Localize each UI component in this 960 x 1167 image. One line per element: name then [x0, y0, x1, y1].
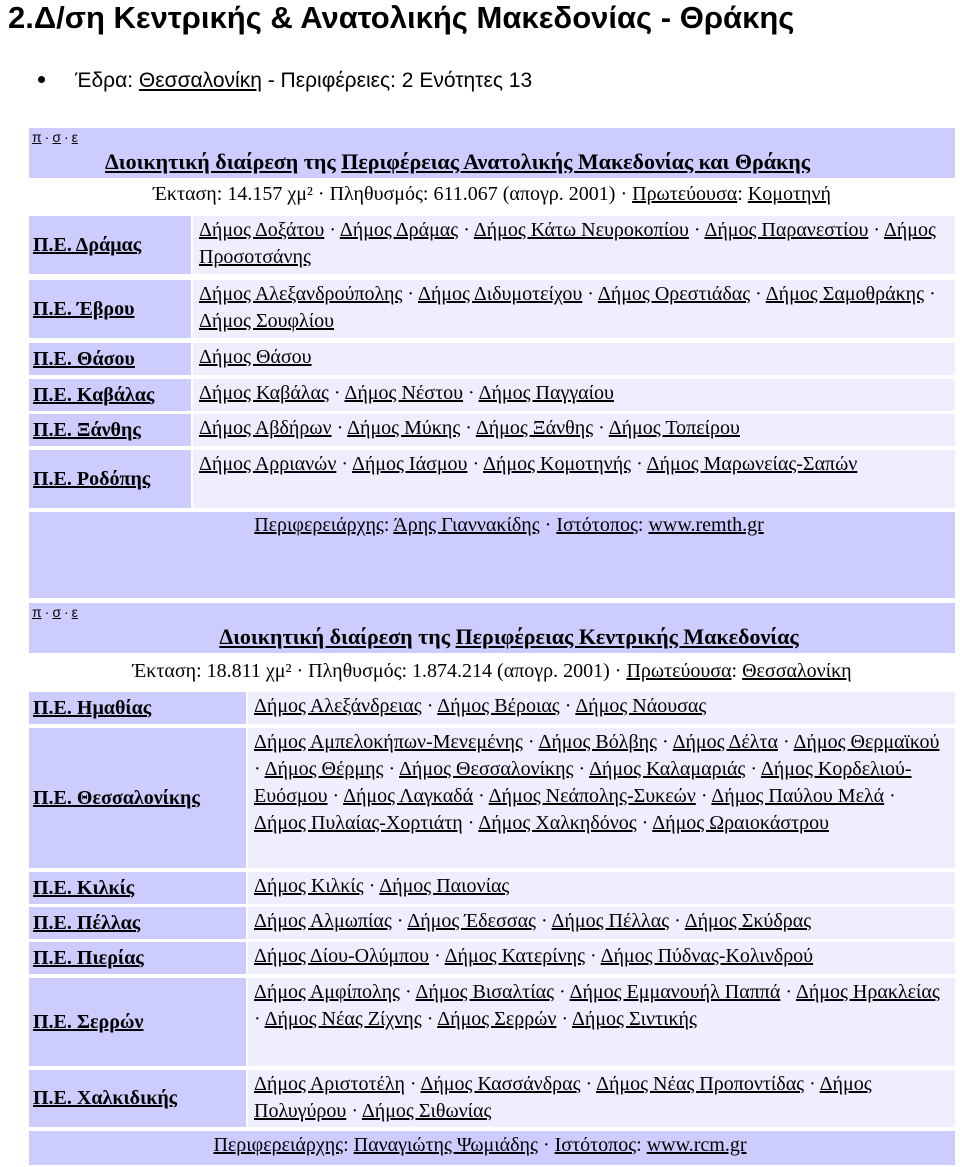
municipality-link[interactable]: Δήμος Τοπείρου — [608, 417, 740, 439]
east-nav: π · σ · ε — [32, 129, 78, 145]
municipality-link[interactable]: Δήμος Θάσου — [199, 346, 312, 368]
municipality-link[interactable]: Δήμος Αμφίπολης — [254, 981, 400, 1003]
municipality-link[interactable]: Δήμος Κάτω Νευροκοπίου — [473, 219, 689, 241]
nav-edit-link[interactable]: ε — [71, 604, 78, 620]
municipality-link[interactable]: Δήμος Παγγαίου — [478, 382, 614, 404]
east-footer: Περιφερειάρχης: Άρης Γιαννακίδης · Ιστότοπος: www.remth.gr — [254, 514, 764, 536]
nav-view-link[interactable]: π — [32, 129, 42, 145]
page-title: 2.Δ/ση Κεντρικής & Ανατολικής Μακεδονίας - Θράκης — [8, 0, 795, 35]
municipality-link[interactable]: Δήμος Μύκης — [347, 417, 461, 439]
municipality-link[interactable]: Δήμος Χαλκηδόνος — [478, 812, 637, 834]
unit-link[interactable]: Π.Ε. Έβρου — [33, 297, 135, 320]
unit-label — [29, 692, 246, 724]
municipality-link[interactable]: Δήμος Αρριανών — [199, 453, 337, 475]
unit-link[interactable]: Π.Ε. Πιερίας — [33, 946, 144, 969]
municipality-link[interactable]: Δήμος Κιλκίς — [254, 875, 364, 897]
municipality-link[interactable]: Δήμος Παιονίας — [379, 875, 510, 897]
unit-link[interactable]: Π.Ε. Κιλκίς — [33, 876, 135, 899]
municipality-link[interactable]: Δήμος Λαγκαδά — [343, 785, 474, 807]
municipality-link[interactable]: Δήμος Αλεξανδρούπολης — [199, 283, 403, 305]
municipality-link[interactable]: Δήμος Αμπελοκήπων-Μενεμένης — [254, 731, 523, 753]
municipality-link[interactable]: Δήμος Ωραιοκάστρου — [652, 812, 829, 834]
nav-view-link[interactable]: π — [32, 604, 42, 620]
municipality-list: Δήμος Αλεξάνδρειας · Δήμος Βέροιας · Δήμος Νάουσας — [248, 692, 955, 724]
unit-link[interactable]: Π.Ε. Πέλλας — [33, 911, 141, 934]
municipality-link[interactable]: Δήμος Δέλτα — [672, 731, 778, 753]
central-footer: Περιφερειάρχης: Παναγιώτης Ψωμιάδης · Ιστότοπος: www.rcm.gr — [213, 1134, 747, 1156]
unit-link[interactable]: Π.Ε. Σερρών — [33, 1010, 144, 1033]
municipality-link[interactable]: Δήμος Αλμωπίας — [254, 910, 392, 932]
municipality-link[interactable]: Δήμος Σιντικής — [572, 1008, 697, 1030]
central-meta: Έκταση: 18.811 χμ² · Πληθυσμός: 1.874.214 (απογρ. 2001) · Πρωτεύουσα: Θεσσαλονίκη — [132, 660, 852, 682]
municipality-list: Δήμος Αλεξανδρούπολης · Δήμος Διδυμοτείχου · Δήμος Ορεστιάδας · Δήμος Σαμοθράκης · Δήμος Σουφλίου — [193, 280, 955, 338]
east-meta: Έκταση: 14.157 χμ² · Πληθυσμός: 611.067 (απογρ. 2001) · Πρωτεύουσα: Κομοτηνή — [153, 183, 831, 205]
central-capital-label-link[interactable]: Πρωτεύουσα — [626, 660, 732, 682]
municipality-link[interactable]: Δήμος Νάουσας — [575, 695, 707, 717]
municipality-list: Δήμος Αμπελοκήπων-Μενεμένης · Δήμος Βόλβης · Δήμος Δέλτα · Δήμος Θερμαϊκού · Δήμος Θέρμης · Δήμος Θεσσαλονίκης · Δήμος Καλαμαριάς · Δήμος Κορδελιού-Ευόσμου · Δήμος Λαγκαδά · Δήμος Νεάπολης-Συκεών · Δήμος Παύλου Μελά · Δήμος Πυλαίας-Χορτιάτη · Δήμος Χαλκηδόνος · Δήμος Ωραιοκάστρου — [248, 728, 955, 868]
central-heading: Διοικητική διαίρεση της Περιφέρειας Κεντρικής Μακεδονίας — [219, 624, 799, 649]
municipality-link[interactable]: Δήμος Προσοτσάνης — [199, 219, 936, 268]
municipality-list: Δήμος Αλμωπίας · Δήμος Έδεσσας · Δήμος Πέλλας · Δήμος Σκύδρας — [248, 907, 955, 939]
central-website-label-link[interactable]: Ιστότοπος — [554, 1134, 637, 1156]
east-website-label-link[interactable]: Ιστότοπος — [556, 514, 638, 536]
municipality-list — [193, 343, 955, 375]
municipality-link[interactable]: Δήμος Βέροιας — [437, 695, 560, 717]
east-admin-division-link[interactable]: Διοικητική διαίρεση — [104, 149, 299, 174]
central-admin-division-link[interactable]: Διοικητική διαίρεση — [219, 624, 413, 649]
east-capital-link[interactable]: Κομοτηνή — [747, 183, 831, 205]
unit-label — [29, 907, 246, 939]
municipality-link[interactable]: Δήμος Θέρμης — [264, 758, 384, 780]
east-capital-label-link[interactable]: Πρωτεύουσα — [632, 183, 738, 205]
municipality-list: Δήμος Δοξάτου · Δήμος Δράμας · Δήμος Κάτω Νευροκοπίου · Δήμος Παρανεστίου · Δήμος Προσοτσάνης — [193, 216, 955, 274]
municipality-list: Δήμος Αβδήρων · Δήμος Μύκης · Δήμος Ξάνθης · Δήμος Τοπείρου — [193, 414, 955, 446]
central-governor-label-link[interactable]: Περιφερειάρχης — [213, 1134, 344, 1156]
nav-talk-link[interactable]: σ — [52, 604, 61, 620]
municipality-link[interactable]: Δήμος Αβδήρων — [199, 417, 332, 439]
municipality-list: Δήμος Καβάλας · Δήμος Νέστου · Δήμος Παγγαίου — [193, 379, 955, 411]
unit-link[interactable]: Π.Ε. Δράμας — [33, 233, 142, 256]
municipality-list: Δήμος Δίου-Ολύμπου · Δήμος Κατερίνης · Δήμος Πύδνας-Κολινδρού — [248, 942, 955, 974]
nav-talk-link[interactable]: σ — [52, 129, 61, 145]
municipality-link[interactable]: Δήμος Σαμοθράκης — [765, 283, 925, 305]
municipality-link[interactable]: Δήμος Παύλου Μελά — [711, 785, 885, 807]
unit-label — [29, 978, 246, 1066]
municipality-list: Δήμος Κιλκίς · Δήμος Παιονίας — [248, 872, 955, 904]
municipality-link[interactable]: Δήμος Πολυγύρου — [254, 1073, 872, 1122]
municipality-link[interactable]: Δήμος Νέας Ζίχνης — [264, 1008, 422, 1030]
unit-label — [29, 872, 246, 904]
municipality-link[interactable]: Δήμος Ορεστιάδας — [597, 283, 751, 305]
municipality-link[interactable]: Δήμος Κασσάνδρας — [420, 1073, 581, 1095]
municipality-link[interactable]: Δήμος Πυλαίας-Χορτιάτη — [254, 812, 463, 834]
municipality-link[interactable]: Δήμος Εμμανουήλ Παππά — [569, 981, 781, 1003]
unit-label — [29, 414, 191, 446]
municipality-link[interactable]: Δήμος Θερμαϊκού — [793, 731, 940, 753]
east-governor-link[interactable]: Άρης Γιαννακίδης — [393, 514, 540, 536]
municipality-link[interactable]: Δήμος Σκύδρας — [684, 910, 812, 932]
municipality-link[interactable]: Δήμος Σιθωνίας — [361, 1100, 492, 1122]
unit-label — [29, 216, 191, 274]
unit-label — [29, 1070, 246, 1127]
unit-link[interactable]: Π.Ε. Καβάλας — [33, 383, 155, 406]
municipality-link[interactable]: Δήμος Σουφλίου — [199, 310, 335, 332]
municipality-link[interactable]: Δήμος Πέλλας — [551, 910, 670, 932]
municipality-link[interactable]: Δήμος Αριστοτέλη — [254, 1073, 405, 1095]
municipality-link[interactable]: Δήμος Θεσσαλονίκης — [399, 758, 574, 780]
unit-label — [29, 379, 191, 411]
municipality-link[interactable]: Δήμος Καβάλας — [199, 382, 329, 404]
municipality-link[interactable]: Δήμος Νεάπολης-Συκεών — [488, 785, 696, 807]
municipality-link[interactable]: Δήμος Διδυμοτείχου — [417, 283, 583, 305]
municipality-link[interactable]: Δήμος Καλαμαριάς — [589, 758, 746, 780]
central-website-link[interactable]: www.rcm.gr — [646, 1134, 747, 1156]
east-heading: Διοικητική διαίρεση της Περιφέρειας Ανατολικής Μακεδονίας και Θράκης — [104, 149, 811, 174]
municipality-link[interactable]: Δήμος Αλεξάνδρειας — [254, 695, 422, 717]
nav-edit-link[interactable]: ε — [71, 129, 78, 145]
municipality-link[interactable]: Δήμος Νέστου — [344, 382, 464, 404]
municipality-link[interactable]: Δήμος Δοξάτου — [199, 219, 325, 241]
central-region-link[interactable]: Περιφέρειας Κεντρικής Μακεδονίας — [455, 624, 799, 649]
unit-label — [29, 450, 191, 508]
municipality-link[interactable]: Δήμος Πύδνας-Κολινδρού — [600, 945, 814, 967]
municipality-list: Δήμος Αρριανών · Δήμος Ιάσμου · Δήμος Κομοτηνής · Δήμος Μαρωνείας-Σαπών — [193, 450, 955, 508]
unit-label — [29, 942, 246, 974]
municipality-link[interactable]: Δήμος Έδεσσας — [407, 910, 536, 932]
municipality-link[interactable]: Δήμος Ηρακλείας — [795, 981, 940, 1003]
seat-info: Έδρα: Θεσσαλονίκη - Περιφέρειες: 2 Ενότητες 13 — [38, 69, 532, 93]
central-governor-link[interactable]: Παναγιώτης Ψωμιάδης — [353, 1134, 538, 1156]
unit-link[interactable]: Π.Ε. Ξάνθης — [33, 418, 141, 441]
municipality-link[interactable]: Δήμος Βισαλτίας — [415, 981, 554, 1003]
municipality-link[interactable]: Δήμος Νέας Προποντίδας — [596, 1073, 805, 1095]
central-capital-link[interactable]: Θεσσαλονίκη — [742, 660, 852, 682]
municipality-list: Δήμος Αριστοτέλη · Δήμος Κασσάνδρας · Δήμος Νέας Προποντίδας · Δήμος Πολυγύρου · Δήμος Σιθωνίας — [248, 1070, 955, 1127]
central-nav: π · σ · ε — [32, 604, 78, 620]
municipality-link[interactable]: Δήμος Ιάσμου — [351, 453, 468, 475]
municipality-list: Δήμος Αμφίπολης · Δήμος Βισαλτίας · Δήμος Εμμανουήλ Παππά · Δήμος Ηρακλείας · Δήμος Νέας Ζίχνης · Δήμος Σερρών · Δήμος Σιντικής — [248, 978, 955, 1066]
municipality-link[interactable]: Δήμος Δίου-Ολύμπου — [254, 945, 430, 967]
unit-link[interactable]: Π.Ε. Θεσσαλονίκης — [33, 786, 200, 809]
east-governor-label-link[interactable]: Περιφερειάρχης — [254, 514, 384, 536]
municipality-link[interactable]: Δήμος Βόλβης — [538, 731, 658, 753]
municipality-link[interactable]: Δήμος Παρανεστίου — [704, 219, 869, 241]
seat-link[interactable]: Θεσσαλονίκη — [138, 69, 262, 92]
east-website-link[interactable]: www.remth.gr — [648, 514, 764, 536]
municipality-link[interactable]: Δήμος Κορδελιού-Ευόσμου — [254, 758, 912, 807]
municipality-link[interactable]: Δήμος Δράμας — [339, 219, 459, 241]
municipality-link[interactable]: Δήμος Ξάνθης — [475, 417, 594, 439]
municipality-link[interactable]: Δήμος Σερρών — [437, 1008, 557, 1030]
unit-link[interactable]: Π.Ε. Ημαθίας — [33, 696, 152, 719]
east-region-link[interactable]: Περιφέρειας Ανατολικής Μακεδονίας και Θράκης — [341, 149, 811, 174]
bullet-icon — [38, 76, 45, 83]
unit-label — [29, 343, 191, 375]
unit-label — [29, 728, 246, 868]
municipality-link[interactable]: Δήμος Κομοτηνής — [483, 453, 632, 475]
municipality-link[interactable]: Δήμος Μαρωνείας-Σαπών — [646, 453, 858, 475]
unit-link[interactable]: Π.Ε. Θάσου — [33, 347, 135, 370]
unit-link[interactable]: Π.Ε. Ροδόπης — [33, 467, 151, 490]
unit-link[interactable]: Π.Ε. Χαλκιδικής — [33, 1087, 178, 1109]
unit-label — [29, 280, 191, 338]
municipality-link[interactable]: Δήμος Κατερίνης — [444, 945, 586, 967]
